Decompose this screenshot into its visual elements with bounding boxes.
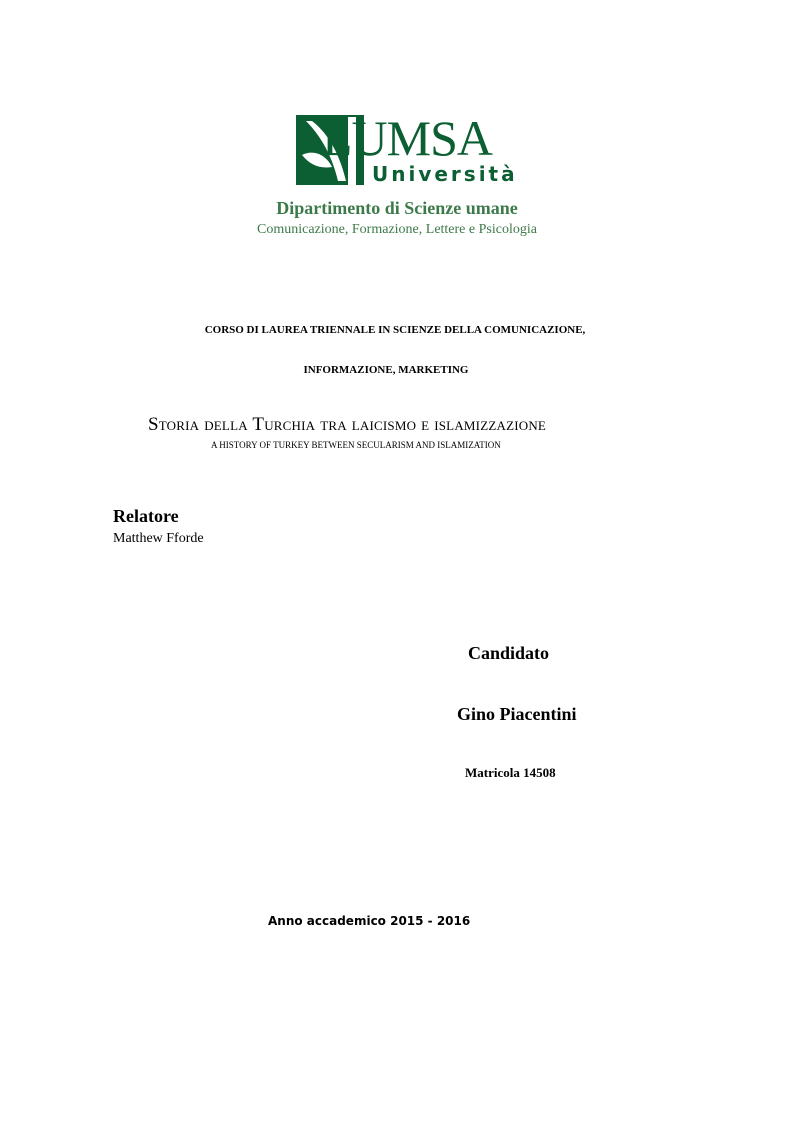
academic-year: Anno accademico 2015 - 2016 xyxy=(268,914,471,928)
logo-subtitle: Università xyxy=(372,162,518,186)
candidato-name: Gino Piacentini xyxy=(457,704,577,724)
course-line-1: CORSO DI LAUREA TRIENNALE IN SCIENZE DELLA COMUNICAZIONE, xyxy=(204,324,586,336)
course-line-2: INFORMAZIONE, MARKETING xyxy=(303,364,469,376)
candidato-label: Candidato xyxy=(468,643,550,663)
department-title: Dipartimento di Scienze umane xyxy=(276,198,518,218)
relatore-label: Relatore xyxy=(113,506,179,526)
thesis-title: Storia della Turchia tra laicismo e islamizzazione xyxy=(148,414,547,435)
department-subtitle: Comunicazione, Formazione, Lettere e Psicologia xyxy=(257,222,537,237)
relatore-name: Matthew Fforde xyxy=(113,531,204,546)
thesis-subtitle: A HISTORY OF TURKEY BETWEEN SECULARISM AND ISLAMIZATION xyxy=(211,440,501,450)
matricola: Matricola 14508 xyxy=(465,765,556,780)
logo-wordmark: LUMSA xyxy=(322,110,493,166)
